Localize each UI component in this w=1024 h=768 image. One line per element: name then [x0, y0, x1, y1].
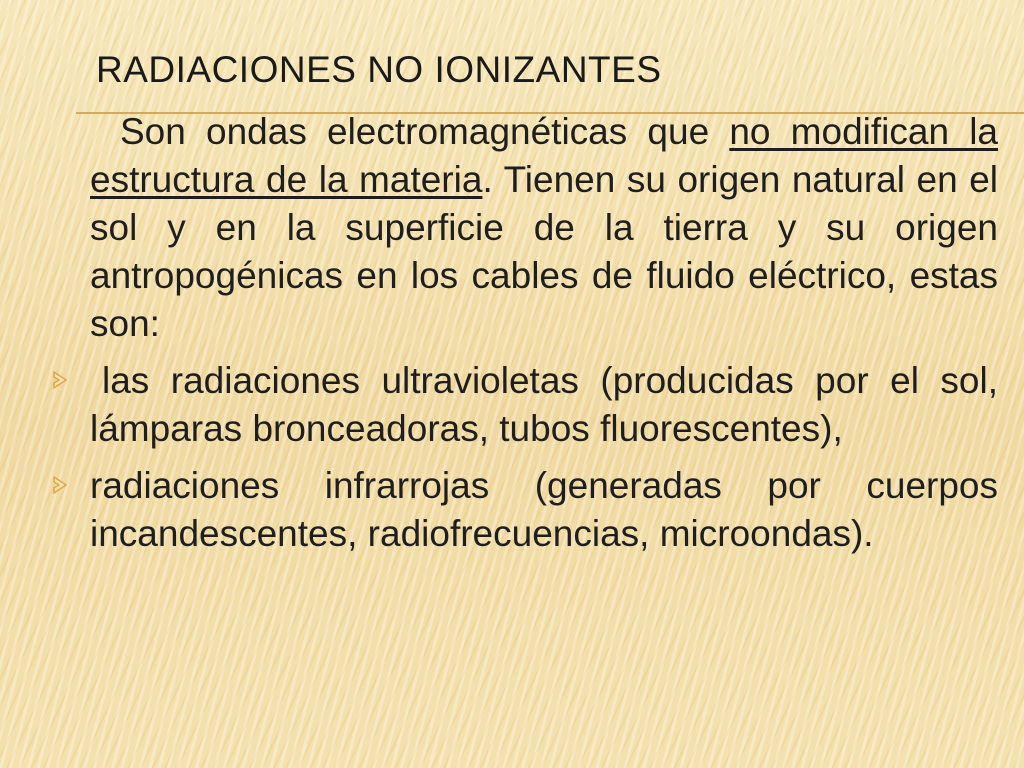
intro-rest: . Tienen su origen natural en el sol y en la superficie de la tierra y su origen antropogénicas en los cables de fluido eléctrico, estas son: — [90, 159, 998, 344]
slide-title: RADIACIONES NO IONIZANTES — [96, 49, 662, 90]
intro-lead: Son ondas electromagnéticas que — [120, 111, 730, 152]
intro-underlined: no modifican la estructura de la materia — [90, 111, 998, 200]
intro-paragraph — [90, 108, 998, 348]
bullet-item — [90, 357, 998, 453]
chevron-right-outline-icon — [52, 370, 68, 390]
bullet-text: radiaciones infrarrojas (generadas por cuerpos incandescentes, radiofrecuencias, microondas). — [90, 465, 998, 554]
bullet-text: las radiaciones ultravioletas (producidas por el sol, lámparas bronceadoras, tubos fluorescentes), — [90, 360, 998, 449]
bullet-item — [90, 462, 998, 558]
chevron-right-outline-icon — [52, 475, 68, 495]
slide-body — [90, 108, 998, 567]
